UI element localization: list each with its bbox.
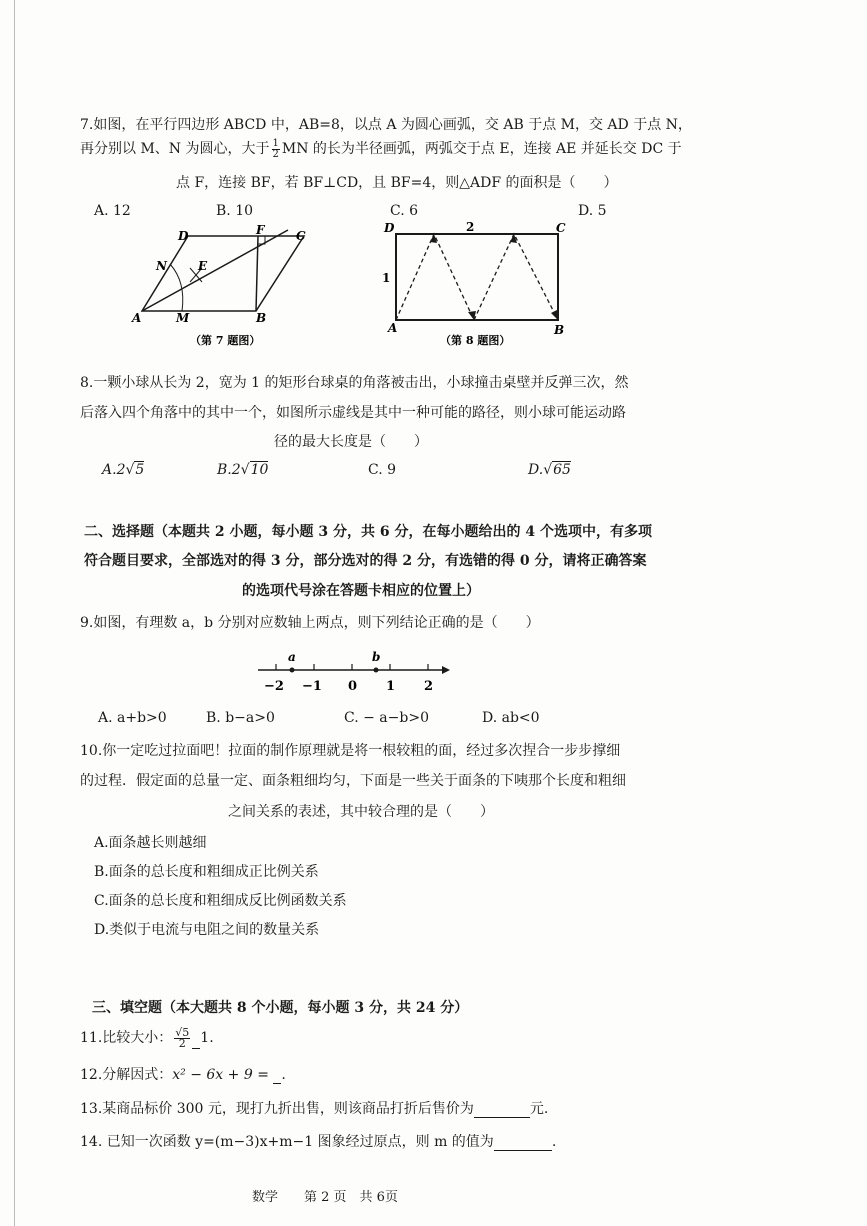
fraction-den: 2 (272, 148, 279, 160)
figure-8-caption: （第 8 题图） (440, 334, 511, 347)
label-c: C (296, 229, 306, 243)
label-m: M (176, 311, 190, 325)
q8-line1: 8.一颗小球从长为 2，宽为 1 的矩形台球桌的角落被击出，小球撞击桌壁并反弹三次，然 (80, 375, 629, 391)
q12 (80, 1064, 286, 1084)
q8-option-b-coef: 2 (231, 462, 241, 478)
page-footer: 数学 第 2 页 共 6页 (252, 1190, 398, 1205)
axis-arrow-icon (442, 666, 450, 674)
q10-option-d[interactable]: D.类似于电流与电阻之间的数量关系 (94, 922, 320, 938)
q10-line2: 的过程．假定面的总量一定、面条粗细均匀，下面是一些关于面条的下咦那个长度和粗细 (80, 773, 626, 789)
fraction-one-half (272, 139, 280, 160)
point-b-label: b (372, 650, 381, 664)
ball-dashed-path (396, 234, 558, 320)
q7-line1: 7.如图，在平行四边形 ABCD 中，AB=8，以点 A 为圆心画弧，交 AB 于点 M，交 AD 于点 N， (80, 117, 692, 133)
q13 (80, 1098, 548, 1118)
q8-option-d[interactable]: D.√65 (528, 462, 571, 478)
label-n: N (156, 259, 167, 273)
q8-line3: 径的最大长度是（ ） (274, 434, 428, 450)
section-2-heading-line3: 的选项代号涂在答题卡相应的位置上） (242, 583, 480, 599)
q8-option-b[interactable]: B.2√10 (217, 462, 269, 478)
q12-prefix: 12.分解因式： (80, 1067, 173, 1083)
q7-line2-post: MN 的长为半径画弧，两弧交于点 E，连接 AE 并延长交 DC 于 (281, 141, 682, 157)
section-2-heading-line1: 二、选择题（本题共 2 小题，每小题 3 分，共 6 分，在每小题给出的 4 个选项中，有多项 (84, 524, 652, 540)
q8-option-a[interactable]: A.2√5 (102, 462, 145, 478)
q10-option-c[interactable]: C.面条的总长度和粗细成反比例函数关系 (94, 893, 347, 909)
label-a: A (132, 311, 142, 325)
height-label: 1 (382, 271, 391, 285)
q10-option-b[interactable]: B.面条的总长度和粗细成正比例关系 (94, 864, 319, 880)
q11-fraction-den: 2 (178, 1036, 186, 1050)
label-c: C (556, 221, 566, 235)
label-b: B (256, 311, 267, 325)
q8-line2: 后落入四个角落中的其中一个，如图所示虚线是其中一种可能的路径，则小球可能运动路 (80, 405, 626, 421)
label-e: E (198, 259, 208, 273)
q7-line2 (80, 138, 682, 160)
q7-line2-pre: 再分别以 M、N 为圆心，大于 (80, 141, 270, 157)
figure-8-rectangle (378, 220, 578, 352)
q13-suffix: 元. (529, 1101, 549, 1117)
q11-suffix: 1. (200, 1030, 214, 1046)
q13-prefix: 13.某商品标价 300 元，现打九折出售，则该商品打折后售价为 (80, 1101, 474, 1117)
q11-prefix: 11.比较大小： (80, 1030, 173, 1046)
section-3-heading: 三、填空题（本大题共 8 个小题，每小题 3 分，共 24 分） (92, 1000, 469, 1016)
rectangle-abcd (396, 234, 558, 320)
q14-answer-blank[interactable] (494, 1136, 552, 1151)
q9-option-c[interactable]: C. − a−b>0 (344, 710, 429, 726)
q8-option-a-radicand: 5 (135, 462, 145, 478)
q10-line1: 10.你一定吃过拉面吧！拉面的制作原理就是将一根较粗的面，经过多次捏合一步步撑细 (80, 743, 621, 759)
q8-option-d-radicand: 65 (553, 462, 571, 478)
page-edge (14, 0, 15, 1226)
q9-text: 9.如图，有理数 a，b 分别对应数轴上两点，则下列结论正确的是（ ） (80, 615, 540, 631)
label-d: D (178, 229, 189, 243)
section-2-heading-line2: 符合题目要求，全部选对的得 3 分，部分选对的得 2 分，有选错的得 0 分，请将正确答案 (84, 553, 647, 569)
q8-option-a-letter: A. (102, 462, 117, 478)
point-a-label: a (288, 650, 296, 664)
arrow-head-4 (551, 310, 558, 320)
q7-option-b[interactable]: B. 10 (216, 203, 254, 219)
q7-option-a[interactable]: A. 12 (94, 203, 131, 219)
label-f: F (256, 223, 265, 237)
label-a: A (388, 321, 398, 335)
q8-option-a-coef: 2 (116, 462, 126, 478)
q11-fraction (174, 1025, 190, 1050)
q14-suffix: . (551, 1134, 557, 1150)
arc-mn (170, 264, 183, 311)
q8-option-b-radicand: 10 (250, 462, 269, 478)
fraction-num: 1 (272, 137, 279, 149)
q9-option-a[interactable]: A. a+b>0 (98, 710, 167, 726)
q8-option-b-letter: B. (217, 462, 232, 478)
label-d: D (384, 221, 395, 235)
q7-option-d[interactable]: D. 5 (578, 203, 607, 219)
q11 (80, 1027, 214, 1049)
label-b: B (554, 323, 565, 337)
q14-prefix: 14. 已知一次函数 y=(m−3)x+m−1 图象经过原点，则 m 的值为 (80, 1134, 494, 1150)
q12-expression: x² − 6x + 9 = (172, 1067, 274, 1083)
point-b-dot (374, 668, 379, 673)
q9-option-b[interactable]: B. b−a>0 (206, 710, 275, 726)
point-a-dot (290, 668, 295, 673)
q13-answer-blank[interactable] (474, 1103, 530, 1118)
q7-line3: 点 F，连接 BF，若 BF⊥CD，且 BF=4，则△ADF 的面积是（ ） (176, 175, 618, 191)
number-line (252, 648, 452, 696)
tick-label-0: 0 (348, 679, 358, 694)
q12-suffix: . (281, 1067, 286, 1083)
tick-label-minus-1: −1 (302, 679, 322, 694)
q8-option-d-letter: D. (528, 462, 544, 478)
tick-label-2: 2 (424, 679, 434, 694)
figure-7-caption: （第 7 题图） (190, 334, 261, 347)
q14 (80, 1131, 556, 1151)
q8-option-c[interactable]: C. 9 (368, 462, 397, 478)
q9-option-d[interactable]: D. ab<0 (482, 710, 540, 726)
q7-option-c[interactable]: C. 6 (390, 203, 419, 219)
figure-7-parallelogram (130, 222, 320, 352)
parallelogram-abcd (142, 236, 304, 311)
tick-label-minus-2: −2 (264, 679, 284, 694)
tick-label-1: 1 (386, 679, 396, 694)
q10-line3: 之间关系的表述，其中较合理的是（ ） (228, 804, 494, 820)
q11-fraction-num: √5 (175, 1025, 190, 1039)
q10-option-a[interactable]: A.面条越长则越细 (94, 835, 207, 851)
width-label: 2 (466, 220, 475, 234)
